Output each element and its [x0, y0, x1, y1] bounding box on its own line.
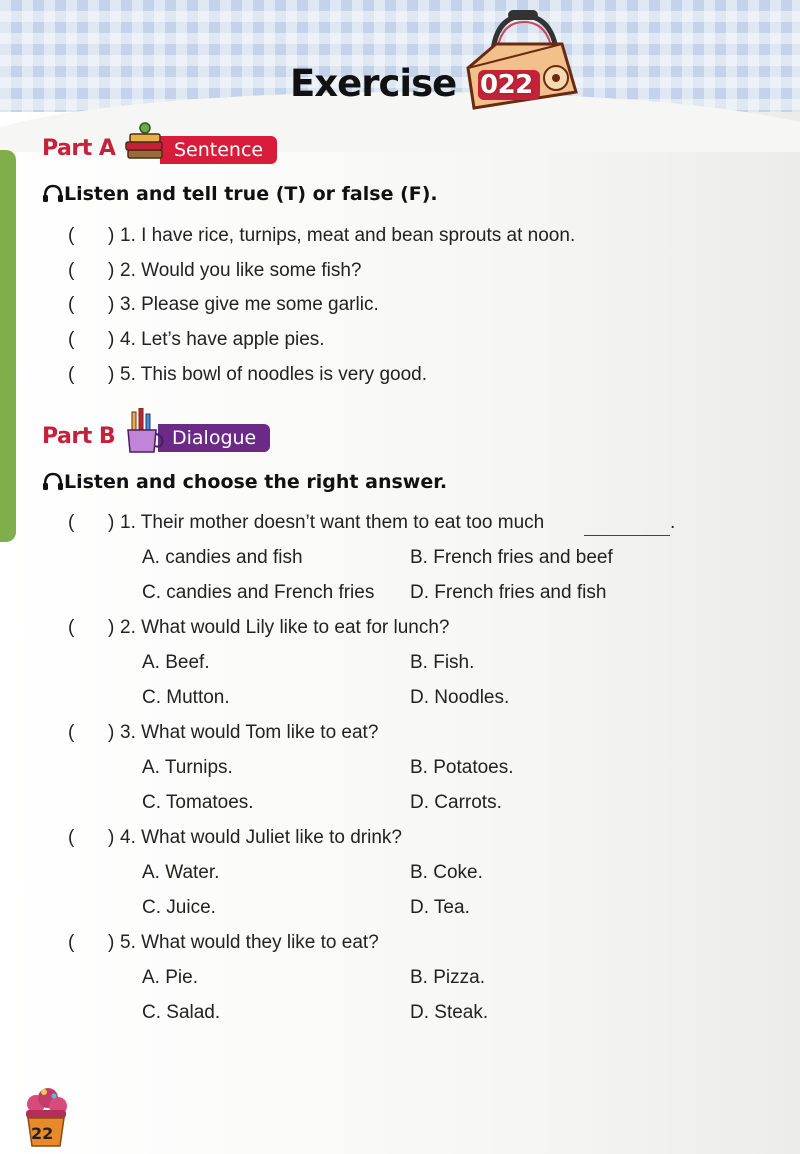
sentence-text: 4. Let’s have apple pies. [120, 329, 325, 350]
option-d[interactable]: D. Steak. [410, 1002, 489, 1023]
option-c[interactable]: C. Juice. [142, 897, 216, 918]
part-b-heading [42, 422, 282, 458]
answer-blank-close: ) [108, 329, 115, 350]
answer-blank-open[interactable]: ( [68, 294, 75, 315]
sentence-text: 3. Please give me some garlic. [120, 294, 379, 315]
list-item [0, 329, 800, 353]
sentence-text: 1. I have rice, turnips, meat and bean sprouts at noon. [120, 225, 576, 246]
question-row [0, 932, 800, 956]
question-text: 1. Their mother doesn’t want them to eat too much [120, 512, 545, 533]
headphones-icon [42, 471, 64, 491]
option-b[interactable]: B. Pizza. [410, 967, 485, 988]
option-b[interactable]: B. French fries and beef [410, 547, 613, 568]
answer-blank-open[interactable]: ( [68, 617, 75, 638]
option-d[interactable]: D. Carrots. [410, 792, 502, 813]
list-item [0, 294, 800, 318]
answer-blank-close: ) [108, 827, 115, 848]
answer-blank-close: ) [108, 932, 115, 953]
option-d[interactable]: D. French fries and fish [410, 582, 607, 603]
list-item [0, 260, 800, 284]
part-b-instruction [42, 471, 447, 493]
option-c[interactable]: C. Salad. [142, 1002, 221, 1023]
answer-blank-open[interactable]: ( [68, 260, 75, 281]
part-a-instruction [42, 183, 438, 205]
option-b[interactable]: B. Potatoes. [410, 757, 514, 778]
part-a-label: Part A [42, 136, 116, 161]
option-d[interactable]: D. Tea. [410, 897, 470, 918]
option-c[interactable]: C. candies and French fries [142, 582, 375, 603]
question-text: 2. What would Lily like to eat for lunch? [120, 617, 450, 638]
option-c[interactable]: C. Mutton. [142, 687, 230, 708]
answer-blank-close: ) [108, 617, 115, 638]
page-title: Exercise [290, 62, 457, 105]
exercise-number: 022 [480, 70, 533, 100]
answer-blank-open[interactable]: ( [68, 722, 75, 743]
answer-blank-close: ) [108, 512, 115, 533]
part-a-tag: Sentence [160, 136, 277, 164]
option-a[interactable]: A. Turnips. [142, 757, 233, 778]
option-a[interactable]: A. Beef. [142, 652, 210, 673]
answer-blank-close: ) [108, 225, 115, 246]
book-stack-icon [122, 120, 168, 166]
answer-blank-open[interactable]: ( [68, 512, 75, 533]
question-text: 3. What would Tom like to eat? [120, 722, 379, 743]
part-b-tag: Dialogue [158, 424, 270, 452]
sentence-text: 2. Would you like some fish? [120, 260, 362, 281]
question-row [0, 512, 800, 536]
headphones-icon [42, 183, 64, 203]
option-c[interactable]: C. Tomatoes. [142, 792, 254, 813]
answer-blank-open[interactable]: ( [68, 225, 75, 246]
option-a[interactable]: A. Water. [142, 862, 220, 883]
option-b[interactable]: B. Fish. [410, 652, 475, 673]
answer-blank-open[interactable]: ( [68, 329, 75, 350]
question-row [0, 617, 800, 641]
part-a-instruction-text: Listen and tell true (T) or false (F). [64, 183, 438, 205]
option-a[interactable]: A. Pie. [142, 967, 198, 988]
answer-blank-close: ) [108, 364, 115, 385]
list-item [0, 225, 800, 249]
option-b[interactable]: B. Coke. [410, 862, 483, 883]
question-row [0, 827, 800, 851]
question-text: 5. What would they like to eat? [120, 932, 379, 953]
part-b-label: Part B [42, 424, 116, 449]
option-a[interactable]: A. candies and fish [142, 547, 303, 568]
answer-blank-open[interactable]: ( [68, 827, 75, 848]
answer-blank-open[interactable]: ( [68, 364, 75, 385]
sentence-text: 5. This bowl of noodles is very good. [120, 364, 427, 385]
answer-blank-open[interactable]: ( [68, 932, 75, 953]
question-text: 4. What would Juliet like to drink? [120, 827, 402, 848]
option-d[interactable]: D. Noodles. [410, 687, 510, 708]
part-b-instruction-text: Listen and choose the right answer. [64, 471, 448, 493]
question-period: . [670, 512, 676, 533]
fill-in-blank[interactable] [584, 535, 670, 536]
answer-blank-close: ) [108, 260, 115, 281]
pencil-cup-icon [122, 408, 168, 456]
answer-blank-close: ) [108, 294, 115, 315]
page-number: 22 [31, 1124, 54, 1143]
answer-blank-close: ) [108, 722, 115, 743]
part-a-heading [42, 134, 282, 170]
list-item [0, 364, 800, 388]
question-row [0, 722, 800, 746]
